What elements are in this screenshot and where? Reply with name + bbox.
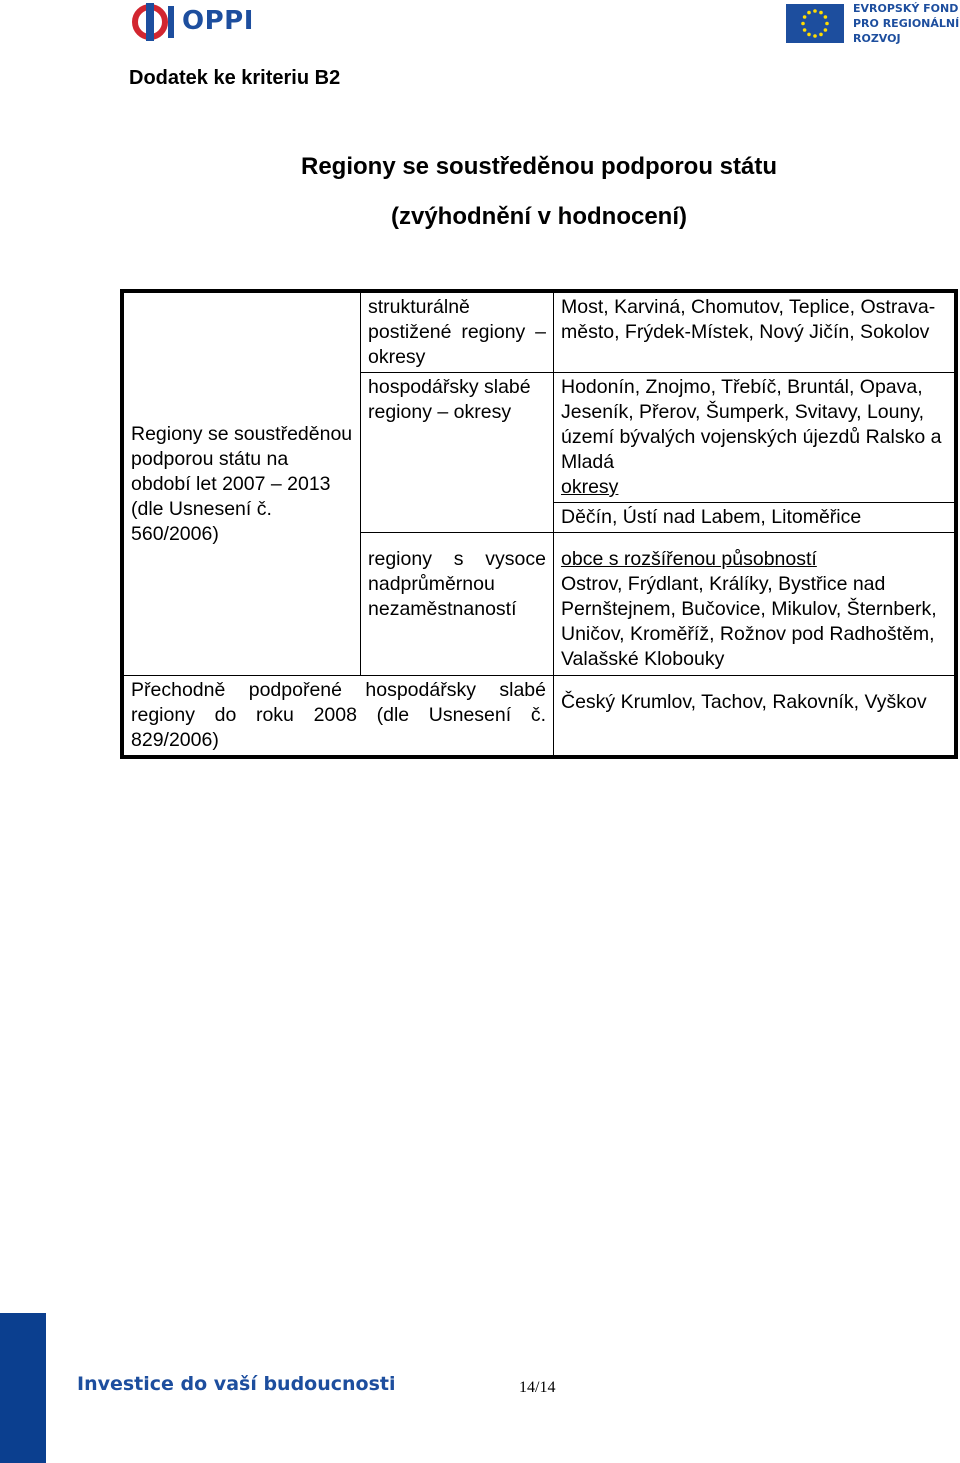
table-row xyxy=(122,676,956,758)
areas-cell xyxy=(554,373,957,503)
category-label: hospodářsky slabé regiony – okresy xyxy=(368,376,531,423)
areas-list: Děčín, Ústí nad Labem, Litoměřice xyxy=(561,506,862,528)
category-label: strukturálně postižené regiony – okresy xyxy=(368,296,546,368)
group-label-cell xyxy=(122,291,361,676)
category-cell xyxy=(361,533,554,676)
category-cell xyxy=(361,291,554,373)
areas-cell xyxy=(554,533,957,676)
group-label: Regiony se soustředěnou podporou státu na období let 2007 – 2013 (dle Usnesení č. 560/2006) xyxy=(131,422,353,545)
areas-list: Český Krumlov, Tachov, Rakovník, Vyškov xyxy=(561,691,927,713)
areas-list: Ostrov, Frýdlant, Králíky, Bystřice nad Pernštejnem, Bučovice, Mikulov, Šternberk, Uničov, Kroměříž, Rožnov pod Radhoštěm, Valašské Klobouky xyxy=(561,573,937,670)
areas-list: Most, Karviná, Chomutov, Teplice, Ostrava-město, Frýdek-Místek, Nový Jičín, Sokolov xyxy=(561,296,936,343)
document-label: Dodatek ke kriteriu B2 xyxy=(129,67,341,89)
category-cell xyxy=(361,373,554,533)
areas-cell xyxy=(554,503,957,533)
areas-list: Hodonín, Znojmo, Třebíč, Bruntál, Opava, Jeseník, Přerov, Šumperk, Svitavy, Louny, území bývalých vojenských újezdů Ralsko a Mladá xyxy=(561,376,942,473)
areas-cell xyxy=(554,676,957,758)
areas-heading: okresy xyxy=(561,476,619,498)
footer-bar xyxy=(0,1313,46,1463)
page-subtitle: (zvýhodnění v hodnocení) xyxy=(390,203,687,230)
category-label: regiony s vysoce nadprůměrnou nezaměstnaností xyxy=(368,548,546,620)
eu-fund-label: EVROPSKÝ FOND PRO REGIONÁLNÍ ROZVOJ xyxy=(853,2,960,45)
areas-heading: obce s rozšířenou působností xyxy=(561,548,817,570)
footer-slogan: Investice do vaší budoucnosti xyxy=(77,1373,396,1395)
areas-cell xyxy=(554,291,957,373)
regions-table xyxy=(120,289,958,759)
transitional-label: Přechodně podpořené hospodářsky slabé regiony do roku 2008 (dle Usnesení č. 829/2006) xyxy=(131,679,546,751)
transitional-label-cell xyxy=(122,676,554,758)
eu-flag-icon xyxy=(786,4,844,43)
page-number: 14/14 xyxy=(519,1379,556,1396)
page-title: Regiony se soustředěnou podporou státu xyxy=(300,153,778,180)
oppi-logo-text: OPPI xyxy=(182,6,254,36)
table-row xyxy=(122,291,956,373)
